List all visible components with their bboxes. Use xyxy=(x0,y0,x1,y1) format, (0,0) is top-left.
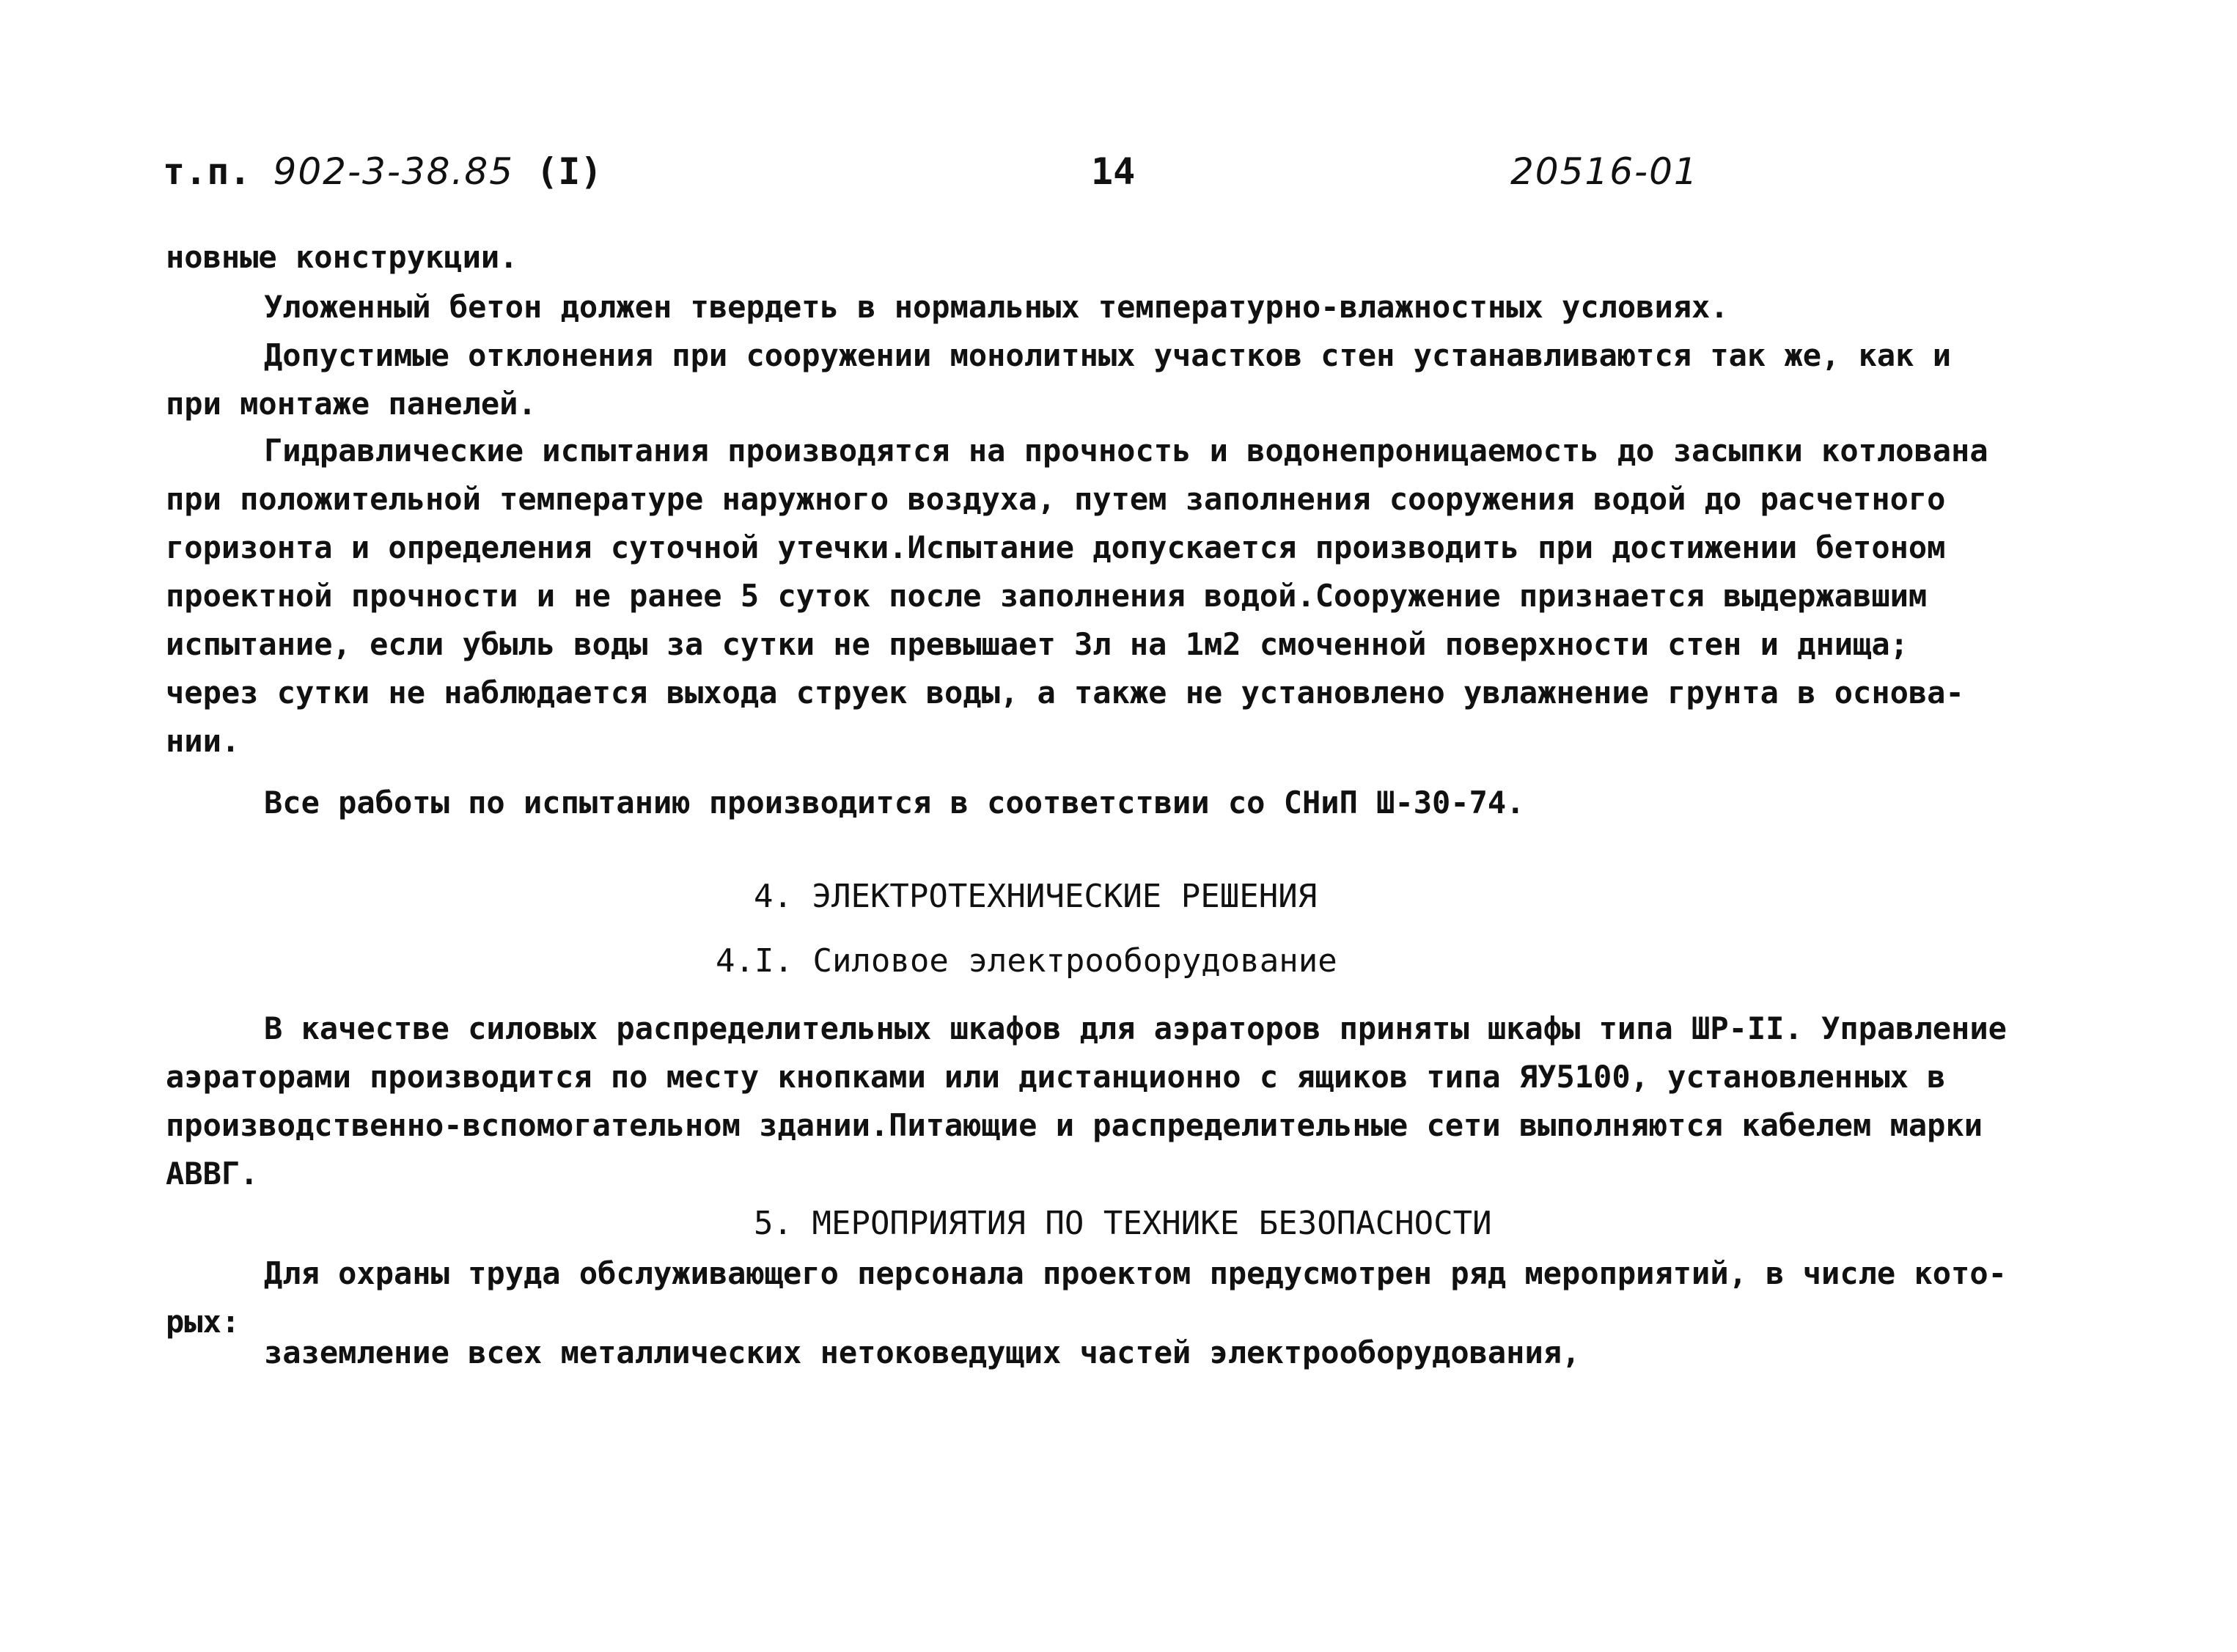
sheet-code: 20516-01 xyxy=(1510,150,1699,193)
text-line: Для охраны труда обслуживающего персонала проектом предусмотрен ряд мероприятий, в числе кото- xyxy=(264,1255,2007,1291)
text-line: аэраторами производится по месту кнопками или дистанционно с ящиков типа ЯУ5100, установленных в xyxy=(166,1059,1946,1095)
text-line: при монтаже панелей. xyxy=(166,386,537,422)
text-line: через сутки не наблюдается выхода струек воды, а также не установлено увлажнение грунта в основа- xyxy=(166,675,1964,711)
header-doc-number: 902-3-38.85 xyxy=(273,150,515,193)
section-heading-5: 5. МЕРОПРИЯТИЯ ПО ТЕХНИКЕ БЕЗОПАСНОСТИ xyxy=(754,1205,1492,1242)
subsection-heading-4-1: 4.I. Силовое электрооборудование xyxy=(716,942,1337,980)
page-number: 14 xyxy=(1091,150,1136,193)
text-line: Допустимые отклонения при сооружении монолитных участков стен устанавливаются так же, как и xyxy=(264,337,1952,373)
text-line: В качестве силовых распределительных шкафов для аэраторов приняты шкафы типа ШР-II. Управление xyxy=(264,1010,2007,1046)
text-line: Уложенный бетон должен твердеть в нормальных температурно-влажностных условиях. xyxy=(264,289,1729,325)
text-line: новные конструкции. xyxy=(166,239,518,275)
header-doc-ref xyxy=(163,150,602,194)
text-line: производственно-вспомогательном здании.Питающие и распределительные сети выполняются кабелем марки xyxy=(166,1107,1983,1143)
text-line: АВВГ. xyxy=(166,1156,259,1192)
text-line: Гидравлические испытания производятся на прочность и водонепроницаемость до засыпки котлована xyxy=(264,433,1988,469)
text-line: горизонта и определения суточной утечки.Испытание допускается производить при достижении бетоном xyxy=(166,529,1946,565)
text-line: проектной прочности и не ранее 5 суток после заполнения водой.Сооружение признается выдержавшим xyxy=(166,578,1928,614)
text-line: рых: xyxy=(166,1304,240,1340)
text-line: нии. xyxy=(166,723,240,759)
text-line: заземление всех металлических нетоковедущих частей электрооборудования, xyxy=(264,1335,1581,1370)
text-line: испытание, если убыль воды за сутки не превышает 3л на 1м2 смоченной поверхности стен и днища; xyxy=(166,626,1909,662)
header-prefix: т.п. xyxy=(163,150,251,193)
section-heading-4: 4. ЭЛЕКТРОТЕХНИЧЕСКИЕ РЕШЕНИЯ xyxy=(754,878,1318,915)
text-line: при положительной температуре наружного воздуха, путем заполнения сооружения водой до расчетного xyxy=(166,481,1946,517)
header-album: (I) xyxy=(536,150,603,193)
text-line: Все работы по испытанию производится в соответствии со СНиП Ш-30-74. xyxy=(264,785,1525,821)
